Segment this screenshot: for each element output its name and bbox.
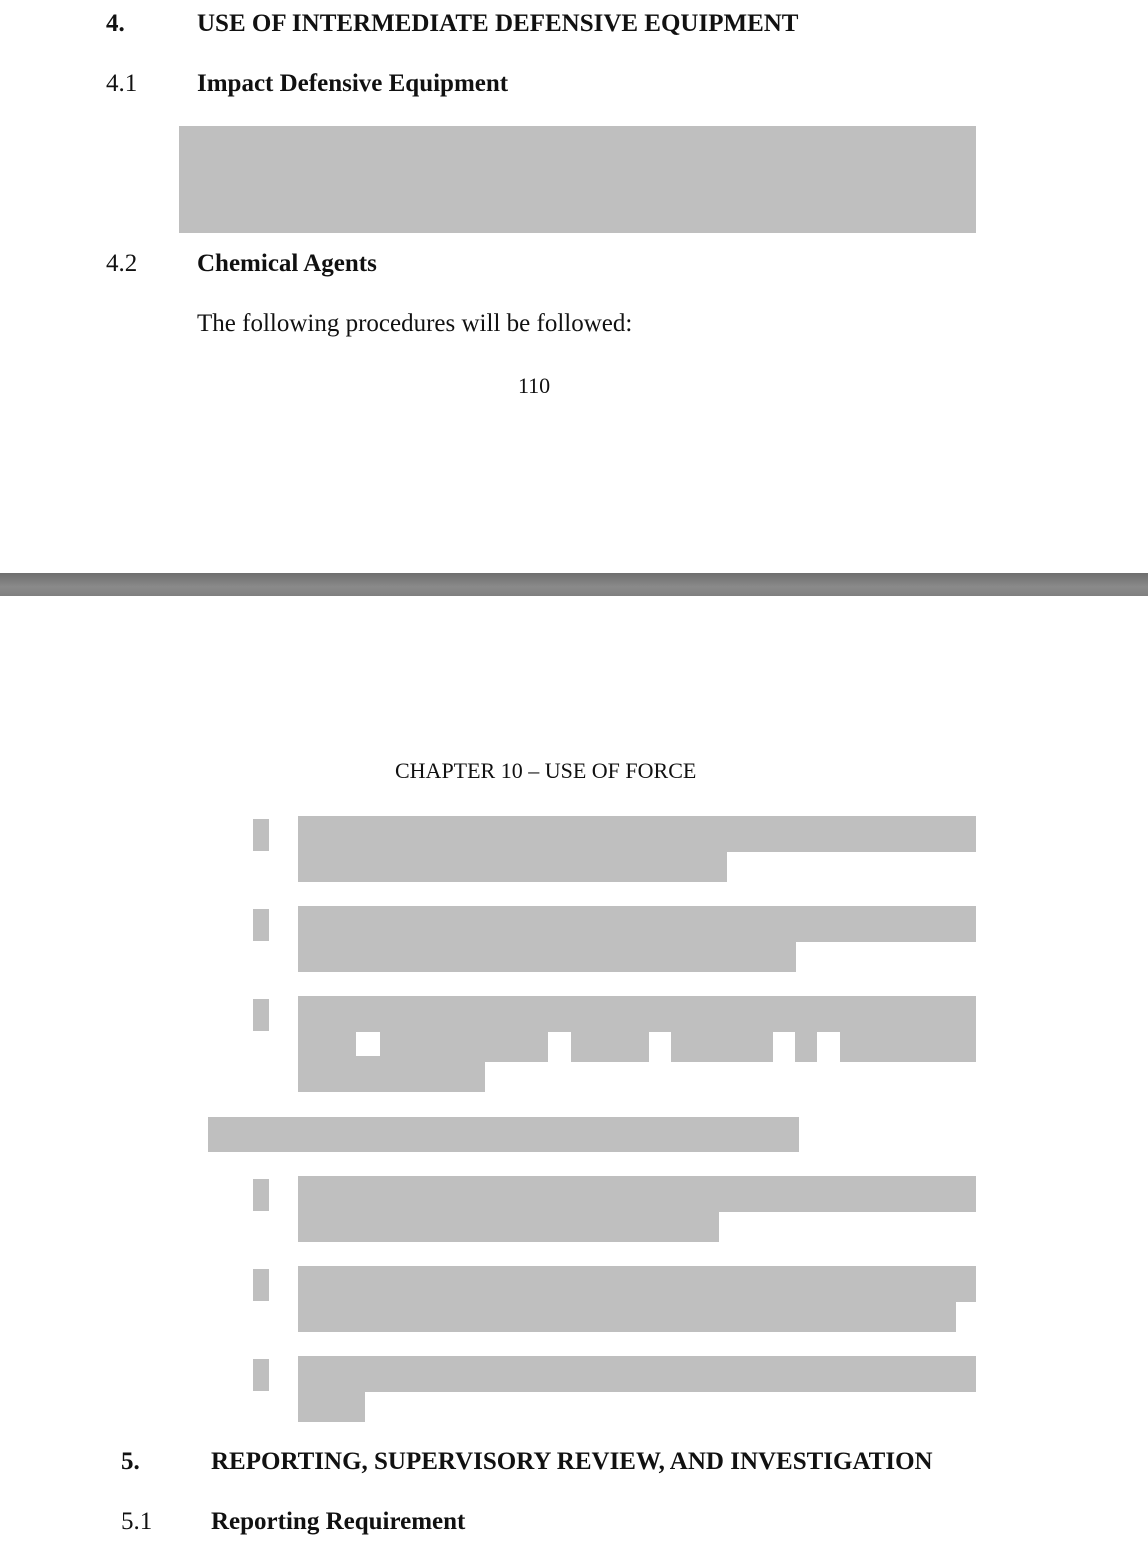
redaction-line	[298, 1392, 365, 1422]
section-5-1-title: Reporting Requirement	[211, 1508, 466, 1535]
section-4-2-title: Chemical Agents	[197, 250, 377, 277]
redaction-gap	[649, 1032, 671, 1062]
redacted-bullet-marker	[253, 1179, 269, 1211]
redaction-line	[298, 1356, 976, 1392]
running-header: CHAPTER 10 – USE OF FORCE	[395, 758, 697, 783]
section-5-title: REPORTING, SUPERVISORY REVIEW, AND INVESTIGATION	[211, 1448, 933, 1475]
page-number: 110	[518, 373, 551, 398]
redaction-line	[298, 906, 976, 942]
redaction-line	[298, 1176, 976, 1212]
redacted-bullet-marker	[253, 909, 269, 941]
redaction-gap	[773, 1032, 795, 1062]
section-4-1-title: Impact Defensive Equipment	[197, 70, 509, 97]
section-4-number: 4.	[106, 10, 125, 37]
redaction-line	[298, 816, 976, 852]
redaction-block	[179, 126, 976, 233]
section-4-title: USE OF INTERMEDIATE DEFENSIVE EQUIPMENT	[197, 10, 799, 37]
redaction-line	[298, 852, 727, 882]
redaction-gap	[356, 1032, 380, 1056]
redacted-bullet-marker	[253, 1359, 269, 1391]
redaction-line	[298, 1266, 976, 1302]
redaction-gap	[548, 1032, 571, 1062]
redaction-line	[208, 1117, 799, 1152]
redacted-bullet-marker	[253, 1269, 269, 1301]
section-4-1-number: 4.1	[106, 70, 138, 97]
section-4-2-number: 4.2	[106, 250, 138, 277]
redacted-bullet-marker	[253, 819, 269, 851]
procedures-intro-text: The following procedures will be followed:	[197, 310, 633, 337]
page-separator	[0, 573, 1148, 596]
redaction-line	[298, 1032, 976, 1062]
redacted-bullet-marker	[253, 999, 269, 1031]
redaction-line	[298, 1212, 719, 1242]
redaction-line	[298, 1062, 485, 1092]
section-5-number: 5.	[121, 1448, 140, 1475]
redaction-line	[298, 1302, 956, 1332]
section-5-1-number: 5.1	[121, 1508, 153, 1535]
redaction-gap	[817, 1032, 840, 1062]
redaction-line	[298, 942, 796, 972]
redaction-line	[298, 996, 976, 1032]
